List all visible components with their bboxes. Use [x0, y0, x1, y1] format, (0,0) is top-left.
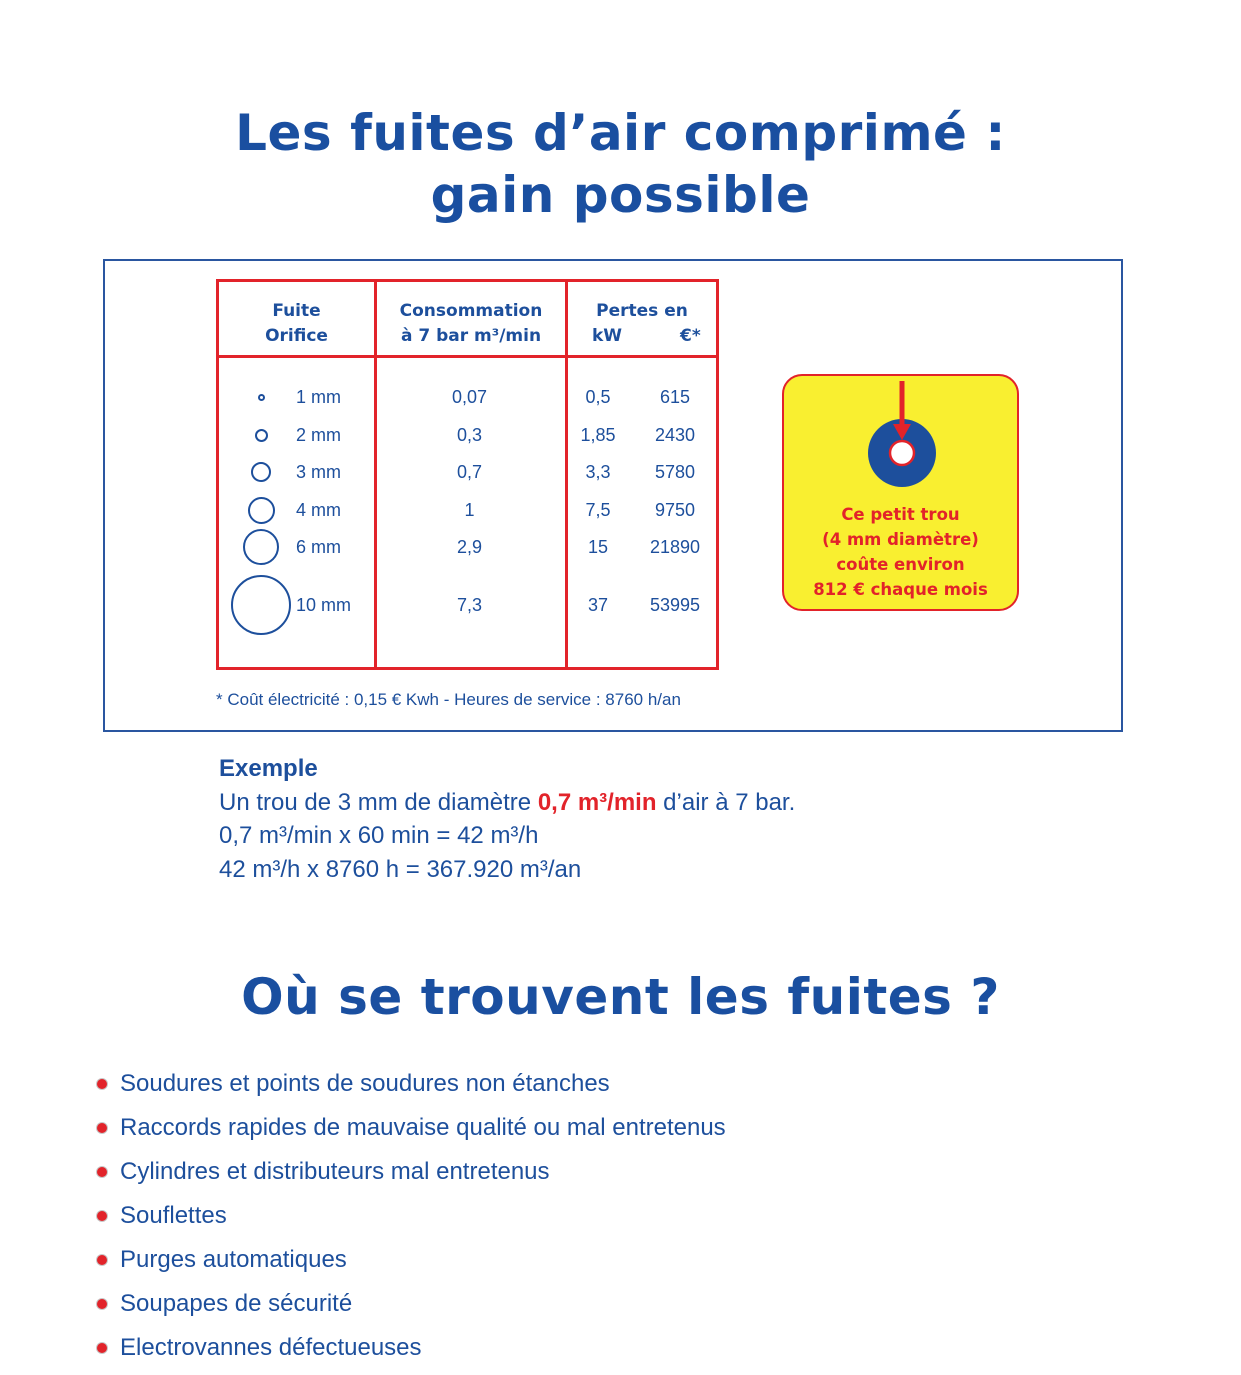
orifice-circle-icon	[231, 575, 291, 635]
example-line-2: 0,7 m³/min x 60 min = 42 m³/h	[219, 822, 539, 849]
orifice-circle-icon	[255, 429, 268, 442]
orifice-circle-icon	[243, 529, 279, 565]
cell-orifice: 3 mm	[296, 462, 341, 482]
orifice-circle-icon	[258, 394, 265, 401]
bullet-icon	[97, 1079, 107, 1089]
example-highlight: 0,7 m³/min	[537, 789, 657, 816]
example-heading: Exemple	[219, 755, 318, 782]
cell-eur: 2430	[654, 425, 696, 445]
bullet-icon	[97, 1211, 107, 1221]
header-fuite: Fuite Orifice	[265, 301, 328, 346]
bullet-icon	[97, 1167, 107, 1177]
callout-text: Ce petit trou (4 mm diamètre) coûte environ 812 € chaque mois	[813, 505, 988, 599]
list-item-text: Cylindres et distributeurs mal entretenus	[120, 1158, 550, 1185]
section-title: Où se trouvent les fuites ?	[241, 968, 1000, 1026]
page-subtitle: gain possible	[430, 166, 811, 224]
orifice-circle-icon	[251, 462, 271, 482]
list-item-text: Electrovannes défectueuses	[120, 1334, 422, 1361]
page-title: Les fuites d’air comprimé :	[235, 104, 1006, 162]
list-item-text: Raccords rapides de mauvaise qualité ou mal entretenus	[120, 1114, 726, 1141]
cell-kw: 37	[587, 595, 609, 615]
example-line-3: 42 m³/h x 8760 h = 367.920 m³/an	[219, 856, 582, 883]
cell-kw: 15	[587, 537, 609, 557]
header-kw: kW	[592, 326, 623, 346]
list-item-text: Soupapes de sécurité	[120, 1290, 353, 1317]
table-divider	[565, 282, 568, 667]
bullet-icon	[97, 1299, 107, 1309]
cell-kw: 0,5	[585, 387, 611, 407]
orifice-circle-icon	[248, 497, 275, 524]
list-item-text: Souflettes	[120, 1202, 227, 1229]
cell-orifice: 6 mm	[296, 537, 341, 557]
cell-consommation: 0,7	[456, 462, 483, 482]
cell-eur: 21890	[649, 537, 701, 557]
bullet-icon	[97, 1123, 107, 1133]
table-header-divider	[219, 355, 716, 358]
cell-consommation: 0,3	[456, 425, 483, 445]
bullet-icon	[97, 1343, 107, 1353]
header-consommation: Consommation à 7 bar m³/min	[399, 301, 543, 346]
callout-box	[782, 374, 1019, 611]
example-line-1: Un trou de 3 mm de diamètre 0,7 m³/min d’air à 7 bar.	[219, 789, 796, 816]
cell-eur: 53995	[649, 595, 701, 615]
list-item-text: Purges automatiques	[120, 1246, 347, 1273]
cell-kw: 3,3	[585, 462, 611, 482]
list-item-text: Soudures et points de soudures non étanches	[120, 1070, 610, 1097]
cell-orifice: 2 mm	[296, 425, 341, 445]
cell-eur: 9750	[654, 500, 696, 520]
cell-kw: 7,5	[585, 500, 611, 520]
cell-consommation: 2,9	[456, 537, 483, 557]
cell-consommation: 0,07	[451, 387, 488, 407]
cell-consommation: 1	[464, 500, 475, 520]
cell-orifice: 1 mm	[296, 387, 341, 407]
table-footnote: * Coût électricité : 0,15 € Kwh - Heures de service : 8760 h/an	[216, 690, 681, 709]
cell-kw: 1,85	[580, 425, 616, 445]
cell-orifice: 4 mm	[296, 500, 341, 520]
cell-eur: 5780	[654, 462, 696, 482]
header-eur: €*	[680, 326, 701, 346]
bullet-icon	[97, 1255, 107, 1265]
cell-consommation: 7,3	[456, 595, 483, 615]
cell-eur: 615	[659, 387, 691, 407]
cell-orifice: 10 mm	[296, 595, 352, 615]
header-pertes: Pertes en	[596, 301, 688, 321]
